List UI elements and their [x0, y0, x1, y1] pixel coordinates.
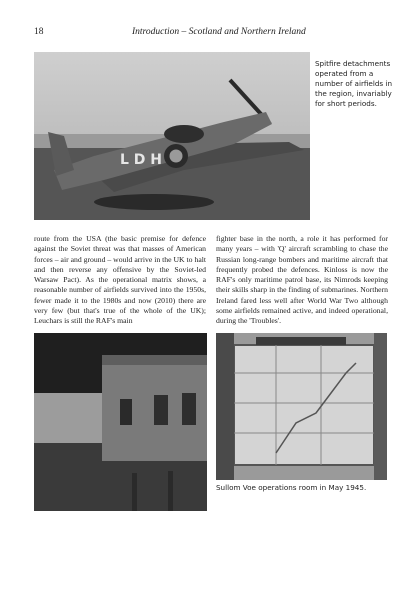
bunker-illustration	[34, 333, 207, 511]
bunker-window	[154, 395, 168, 425]
running-title: Introduction – Scotland and Northern Ireland	[132, 27, 306, 37]
bunker-roof	[102, 355, 207, 365]
room-wall-left	[216, 333, 234, 480]
fuselage-code: L D H	[120, 152, 163, 168]
spitfire-caption: Spitfire detachments operated from a number of airfields in the region, invariably for short periods.	[315, 59, 392, 108]
bunker-window	[182, 393, 196, 425]
fence-post	[168, 471, 173, 511]
aircraft-silhouettes	[256, 337, 346, 345]
operations-room-illustration	[216, 333, 387, 480]
spitfire-canopy	[164, 125, 204, 143]
bunker-photo	[34, 333, 207, 511]
body-column-right: fighter base in the north, a role it has performed for many years – with 'Q' aircraft scrambling to chase the Russian long-range bombers and maritime aircraft that frequently probed the defences. Kinloss is now the RAF's only maritime patrol base, its Nimrods keeping their skills sharp in the finding of submarines. Northern Ireland fared less well after World War Two although some airfields remained active, and indeed operational, during the 'Troubles'.	[216, 234, 388, 326]
room-wall-right	[374, 333, 387, 480]
spitfire-illustration	[34, 52, 310, 220]
page-header	[34, 27, 382, 41]
bunker-doorway	[120, 399, 132, 425]
operations-room-caption: Sullom Voe operations room in May 1945.	[216, 483, 367, 492]
plotting-map	[234, 345, 374, 465]
body-column-left: route from the USA (the basic premise for defence against the Soviet threat was that masses of American forces – air and ground – would arrive in the UK to halt and then reverse any offensive by the Soviet-led Warsaw Pact). As the operational matrix shows, a reasonable number of airfields survived into the 1950s, fewer made it to the 1980s and now (2010) there are very few (but that's true of the whole of the UK); Leuchars is still the RAF's main	[34, 234, 206, 326]
page-number: 18	[34, 27, 44, 37]
fence-post	[132, 473, 137, 511]
roundel-inner	[170, 150, 183, 163]
spitfire-photo	[34, 52, 310, 220]
aircraft-shadow	[94, 194, 214, 210]
operations-room-photo	[216, 333, 387, 480]
